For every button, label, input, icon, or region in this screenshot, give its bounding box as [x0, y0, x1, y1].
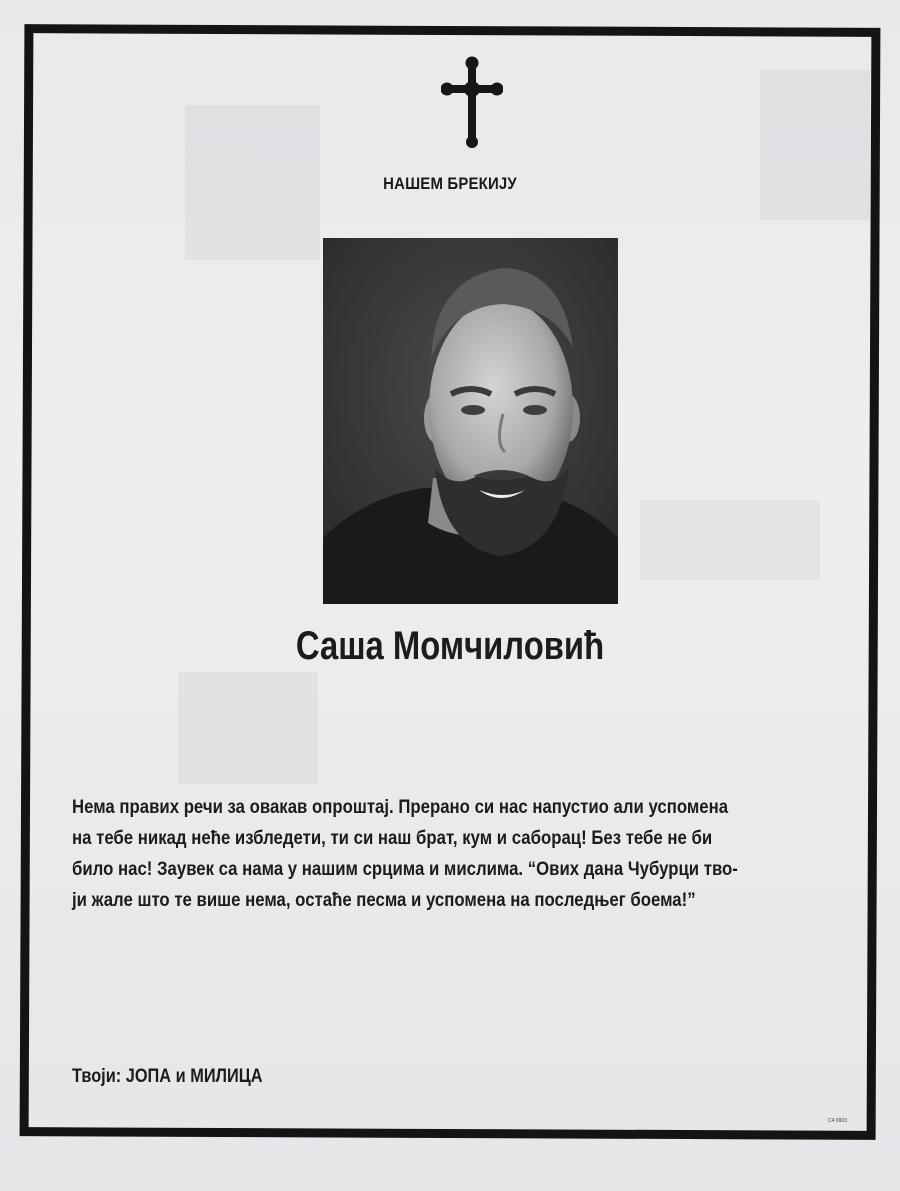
orthodox-cross-icon	[441, 56, 503, 148]
farewell-message	[72, 792, 751, 916]
message-line: Нема правих речи за овакав опроштај. Прерано си нас напустио али успомена	[72, 796, 729, 818]
ad-code: C4 0903	[828, 1118, 847, 1124]
message-line: било нас! Заувек са нама у нашим срцима и мислима. “Ових дана Чубурци тво-	[72, 858, 738, 880]
message-line: ји жале што те више нема, остаће песма и успомена на последњег боема!”	[72, 889, 696, 911]
deceased-name: Саша Момчиловић	[295, 624, 605, 668]
message-line: на тебе никад неће избледети, ти си наш брат, кум и саборац! Без тебе не би	[72, 827, 713, 849]
dedication-heading: НАШЕМ БРЕКИЈУ	[383, 174, 517, 193]
portrait-photo	[323, 238, 618, 604]
signature: Твоји: ЈОПА и МИЛИЦА	[72, 1066, 263, 1087]
